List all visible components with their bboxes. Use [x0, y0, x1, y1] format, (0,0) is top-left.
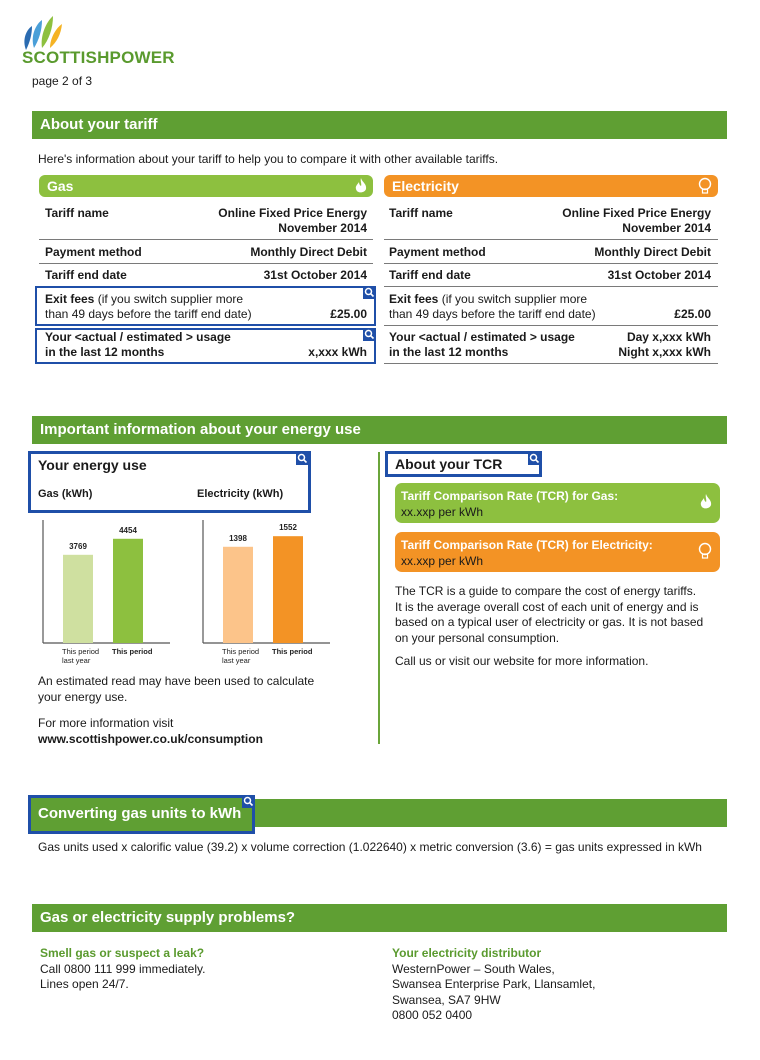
distributor-title: Your electricity distributor	[392, 946, 542, 960]
chart-tick-label: This period	[272, 647, 313, 656]
magnifier-icon[interactable]	[363, 328, 376, 341]
elec-row-usage: Your <actual / estimated > usage in the last 12 months Day x,xxx kWh Night x,xxx kWh	[389, 330, 711, 359]
flame-icon	[700, 494, 712, 510]
lightbulb-icon	[698, 542, 712, 560]
chart-tick-label: last year	[62, 656, 91, 665]
gas-row-usage: Your <actual / estimated > usage in the last 12 months x,xxx kWh	[45, 330, 367, 359]
converting-title: Converting gas units to kWh	[38, 805, 242, 822]
brand-name: SCOTTISHPOWER	[22, 48, 175, 67]
electricity-usage-chart	[200, 518, 335, 668]
section-supply-heading: Gas or electricity supply problems?	[32, 904, 727, 932]
conversion-formula: Gas units used x calorific value (39.2) x volume correction (1.022640) x metric conversion (3.6) = gas units expressed in kWh	[38, 840, 702, 854]
gas-pill	[39, 175, 373, 197]
gas-row-end: Tariff end date 31st October 2014	[45, 268, 367, 282]
gas-kwh-label: Gas (kWh)	[38, 488, 93, 500]
chart-bar	[113, 539, 143, 643]
chart-bar	[223, 547, 253, 643]
section-tariff-heading: About your tariff	[32, 111, 727, 139]
energy-note: An estimated read may have been used to calculate your energy use.	[38, 674, 315, 704]
section-energy-heading: Important information about your energy use	[32, 416, 727, 444]
tcr-explanation: The TCR is a guide to compare the cost of energy tariffs. It is the average overall cost of each unit of energy and is based on a typical user of electricity or gas. It is not based on your personal consumption.	[395, 584, 704, 645]
elec-row-name: Tariff name Online Fixed Price Energy November 2014	[389, 206, 711, 235]
gas-usage-chart	[40, 518, 175, 668]
elec-row-exit: Exit fees (if you switch supplier more than 49 days before the tariff end date) £25.00	[389, 292, 711, 321]
magnifier-icon[interactable]	[528, 452, 541, 465]
chart-tick-label: This period	[222, 647, 260, 656]
chart-data-label: 1552	[279, 523, 297, 533]
tcr-title: About your TCR	[395, 456, 503, 472]
chart-data-label: 4454	[119, 525, 137, 535]
chart-tick-label: This period	[62, 647, 100, 656]
elec-kwh-label: Electricity (kWh)	[197, 488, 284, 500]
page-label: page 2 of 3	[32, 74, 93, 88]
chart-data-label: 1398	[229, 533, 247, 543]
flame-icon	[355, 178, 367, 194]
gas-leak-title: Smell gas or suspect a leak?	[40, 946, 205, 960]
usage-highlight[interactable]	[35, 328, 376, 364]
chart-bar	[273, 536, 303, 643]
elec-row-payment: Payment method Monthly Direct Debit	[389, 245, 711, 259]
electricity-pill	[384, 175, 718, 197]
magnifier-icon[interactable]	[296, 452, 309, 465]
chart-tick-label: last year	[222, 656, 251, 665]
more-info: For more information visit www.scottishpower.co.uk/consumption	[38, 716, 263, 746]
lightbulb-icon	[698, 177, 712, 195]
exit-fees-highlight[interactable]	[35, 286, 376, 326]
magnifier-icon[interactable]	[242, 795, 255, 808]
chart-tick-label: This period	[112, 647, 153, 656]
tcr-contact: Call us or visit our website for more information.	[395, 654, 649, 668]
gas-row-payment: Payment method Monthly Direct Debit	[45, 245, 367, 259]
electricity-title: Electricity	[392, 178, 459, 194]
energy-use-title: Your energy use	[38, 457, 147, 473]
gas-leak-info: Smell gas or suspect a leak? Call 0800 111 999 immediately. Lines open 24/7.	[40, 946, 206, 991]
chart-data-label: 3769	[69, 541, 87, 551]
consumption-link[interactable]: www.scottishpower.co.uk/consumption	[38, 732, 263, 746]
gas-row-exit: Exit fees (if you switch supplier more than 49 days before the tariff end date) £25.00	[45, 292, 367, 321]
tariff-intro: Here's information about your tariff to help you to compare it with other available tariffs.	[38, 152, 499, 166]
tcr-electricity-box: Tariff Comparison Rate (TCR) for Electricity: xx.xxp per kWh	[395, 532, 720, 572]
logo	[20, 12, 180, 67]
column-divider	[378, 452, 380, 744]
tcr-gas-box: Tariff Comparison Rate (TCR) for Gas: xx.xxp per kWh	[395, 483, 720, 523]
chart-bar	[63, 555, 93, 643]
magnifier-icon[interactable]	[363, 286, 376, 299]
scottishpower-logo-icon	[20, 12, 64, 52]
gas-title: Gas	[47, 178, 74, 194]
gas-row-name: Tariff name Online Fixed Price Energy November 2014	[45, 206, 367, 235]
elec-row-end: Tariff end date 31st October 2014	[389, 268, 711, 282]
distributor-info: Your electricity distributor WesternPower – South Wales, Swansea Enterprise Park, Llansamlet, Swansea, SA7 9HW 0800 052 0400	[392, 946, 596, 1022]
